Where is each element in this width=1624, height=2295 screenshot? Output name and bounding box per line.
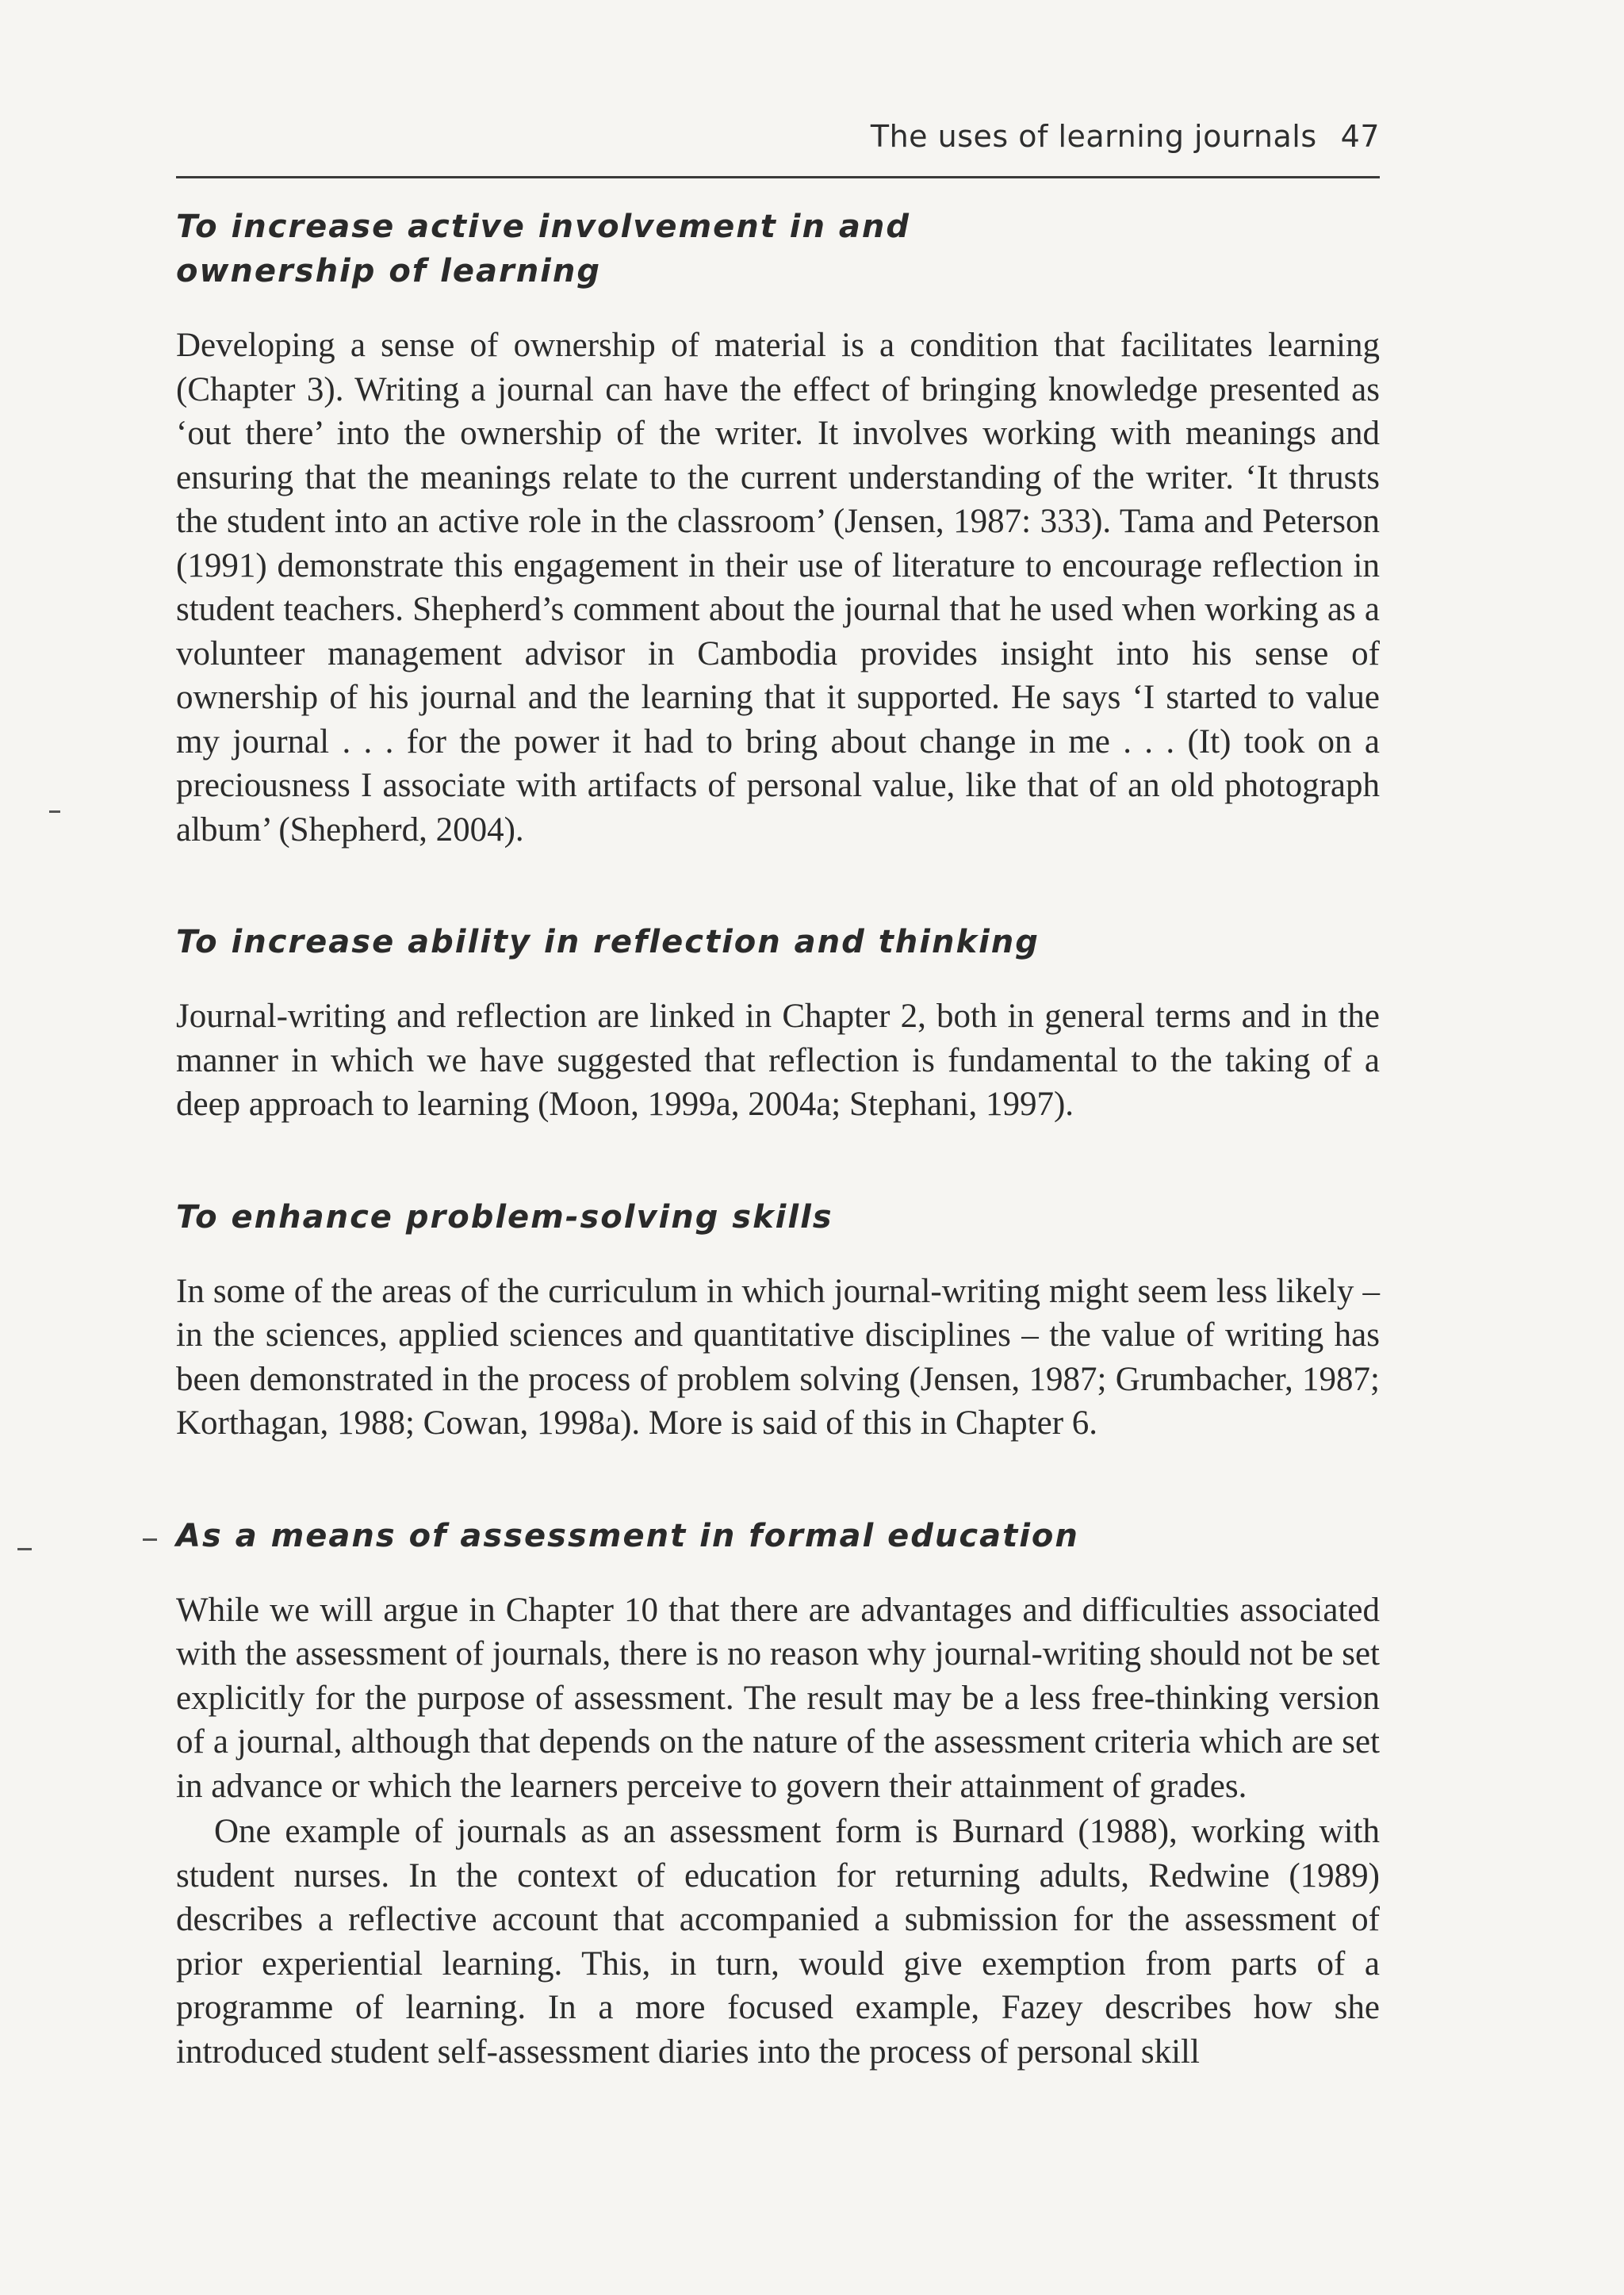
body-paragraph: One example of journals as an assessment form is Burnard (1988), working with student nurses. In the context of education for returning adults, Redwine (1989) describes a reflective account that accompanied a submission for the assessment of prior experiential learning. This, in turn, would give exemption from parts of a programme of learning. In a more focused example, Fazey describes how she introduced student self-assessment diaries into the process of personal skill <box>176 1813 1380 2071</box>
section-heading: To increase ability in reflection and thinking <box>176 924 1040 960</box>
section-reflection <box>176 920 1380 1127</box>
margin-scan-mark <box>143 1538 157 1541</box>
running-header <box>176 119 1380 167</box>
section-ownership <box>176 205 1380 852</box>
running-title: The uses of learning journals <box>870 119 1317 154</box>
page-number: 47 <box>1340 119 1380 154</box>
margin-scan-mark <box>49 810 60 813</box>
body-paragraph: Journal-writing and reflection are linked in Chapter 2, both in general terms and in the manner in which we have suggested that reflection is fundamental to the taking of a deep approach to learning (Moon, 1999a, 2004a; Stephani, 1997). <box>176 998 1380 1123</box>
section-heading: To increase active involvement in and ownership of learning <box>176 209 911 289</box>
body-paragraph: While we will argue in Chapter 10 that there are advantages and difficulties associated with the assessment of journals, there is no reason why journal-writing should not be set explicitly for the purpose of assessment. The result may be a less free-thinking version of a journal, although that depends on the nature of the assessment criteria which are set in advance or which the learners perceive to govern their attainment of grades. <box>176 1591 1380 1805</box>
header-rule <box>176 176 1380 178</box>
page-content <box>176 205 1380 2074</box>
body-paragraph: Developing a sense of ownership of material is a condition that facilitates learning (Chapter 3). Writing a journal can have the effect of bringing knowledge presented as ‘out there’ into the ownership of the writer. It involves working with meanings and ensuring that the meanings relate to the current understanding of the writer. ‘It thrusts the student into an active role in the classroom’ (Jensen, 1987: 333). Tama and Peterson (1991) demonstrate this engagement in their use of literature to encourage reflection in student teachers. Shepherd’s comment about the journal that he used when working as a volunteer management advisor in Cambodia provides insight into his sense of ownership of his journal and the learning that it supported. He says ‘I started to value my journal . . . for the power it had to bring about change in me . . . (It) took on a preciousness I associate with artifacts of personal value, like that of an old photograph album’ (Shepherd, 2004). <box>176 327 1380 849</box>
section-heading: To enhance problem-solving skills <box>176 1198 833 1236</box>
section-problem-solving <box>176 1195 1380 1446</box>
body-paragraph: In some of the areas of the curriculum in which journal-writing might seem less likely – in the sciences, applied sciences and quantitative disciplines – the value of writing has been demonstrated in the process of problem solving (Jensen, 1987; Grumbacher, 1987; Korthagan, 1988; Cowan, 1998a). More is said of this in Chapter 6. <box>176 1272 1380 1442</box>
margin-scan-mark <box>17 1548 32 1550</box>
section-heading: As a means of assessment in formal education <box>176 1517 1079 1554</box>
section-assessment <box>176 1514 1380 2075</box>
